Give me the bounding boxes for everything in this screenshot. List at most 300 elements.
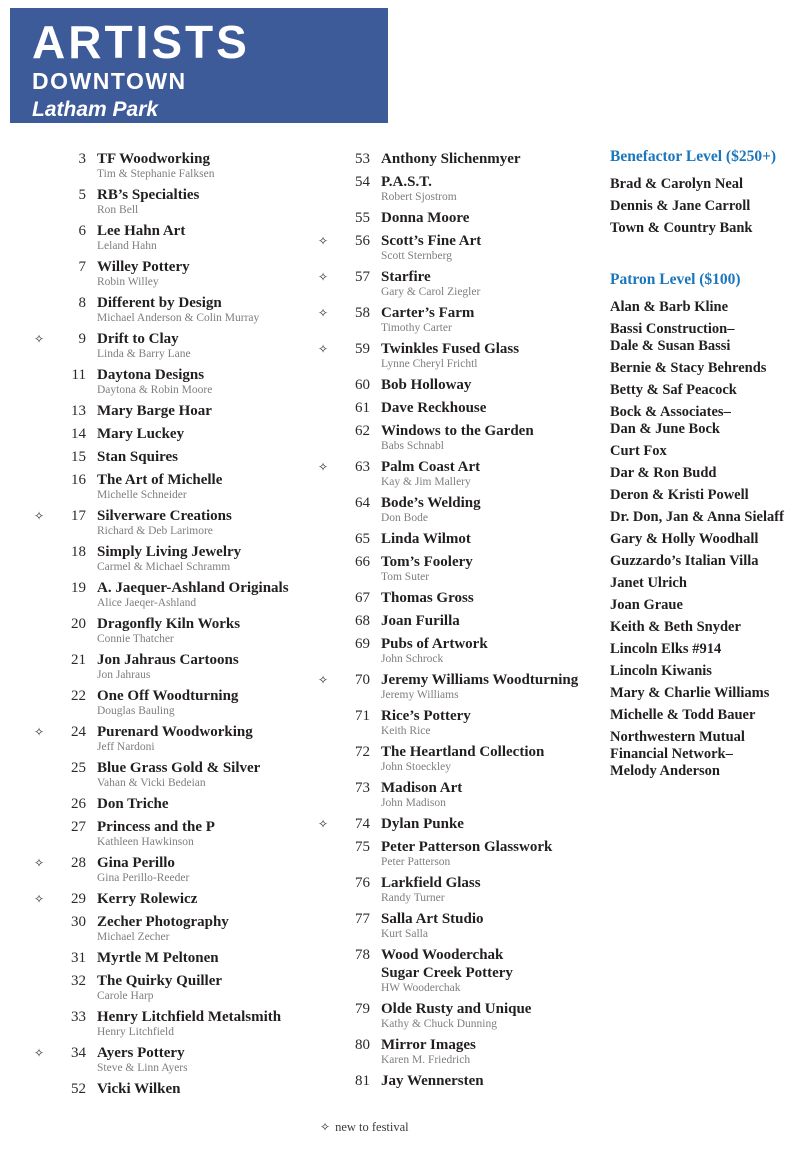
sponsor-name-line: Dr. Don, Jan & Anna Sielaff [610,509,784,525]
artist-entry [318,376,606,394]
artist-info [97,186,322,217]
artist-entry [318,874,606,905]
artist-name: Mirror Images [381,1037,476,1053]
artist-person-name: Keith Rice [381,725,431,737]
artist-info [97,723,322,754]
sponsor-name-line: Deron & Kristi Powell [610,487,749,503]
sponsor-name-line: Bernie & Stacy Behrends [610,360,767,376]
booth-number: 63 [355,459,370,475]
artist-name: Rice’s Pottery [381,708,471,724]
artist-person-name: Karen M. Friedrich [381,1054,471,1066]
artist-name: Myrtle M Peltonen [97,950,219,966]
artist-name: Kerry Rolewicz [97,891,198,907]
artist-entry [318,304,606,335]
artist-person-name: Tom Suter [381,571,430,583]
artist-name: Dylan Punke [381,816,464,832]
artist-name: TF Woodworking [97,151,210,167]
booth-number: 53 [355,151,370,167]
artist-name: Windows to the Garden [381,423,534,439]
booth-number: 67 [355,590,370,606]
new-to-festival-star-icon: ✧ [34,509,45,523]
sponsor-name-line: Melody Anderson [610,763,720,779]
artist-person-name: John Schrock [381,653,444,665]
new-to-festival-star-icon: ✧ [318,460,329,474]
booth-number: 56 [355,233,370,249]
artist-name: Scott’s Fine Art [381,233,482,249]
artist-list-left [34,150,322,1103]
artist-entry [34,425,322,443]
artist-entry [34,222,322,253]
artist-person-name: Kurt Salla [381,928,428,940]
booth-number: 33 [71,1009,86,1025]
artist-person-name: Gina Perillo-Reeder [97,872,190,884]
artist-info [97,1080,322,1098]
artist-name: Jon Jahraus Cartoons [97,652,239,668]
booth-number: 24 [71,724,86,740]
artist-name: Dragonfly Kiln Works [97,616,241,632]
artist-entry [318,209,606,227]
artist-info [381,874,606,905]
artist-person-name: Kathy & Chuck Dunning [381,1018,497,1030]
artist-entry [318,815,606,833]
booth-number: 3 [78,151,86,167]
artist-person-name: Randy Turner [381,892,445,904]
artist-name: Ayers Pottery [97,1045,185,1061]
artist-info [97,651,322,682]
sponsor-entry [610,487,806,504]
sponsor-name-line: Financial Network– [610,746,733,762]
booth-number: 54 [355,174,370,190]
booth-number: 73 [355,780,370,796]
artist-entry [34,818,322,849]
artist-info [381,458,606,489]
artist-entry [34,651,322,682]
artist-info [97,1008,322,1039]
artist-name: Twinkles Fused Glass [381,341,520,357]
booth-number: 29 [71,891,86,907]
artist-name: Zecher Photography [97,914,229,930]
artist-entry [318,1000,606,1031]
artist-info [381,494,606,525]
artist-info [97,258,322,289]
artist-info [97,448,322,466]
sponsor-entry [610,531,806,548]
artist-name: Vicki Wilken [97,1081,181,1097]
new-to-festival-star-icon: ✧ [318,817,329,831]
artist-entry [318,1036,606,1067]
artist-person-name: Timothy Carter [381,322,452,334]
artist-person-name: Don Bode [381,512,428,524]
artist-entry [34,366,322,397]
sponsor-entry [610,641,806,658]
booth-number: 65 [355,531,370,547]
booth-number: 27 [71,819,86,835]
artist-entry [34,723,322,754]
artist-name: Carter’s Farm [381,305,475,321]
artist-entry [318,779,606,810]
artist-name: Henry Litchfield Metalsmith [97,1009,282,1025]
artist-info [381,422,606,453]
booth-number: 80 [355,1037,370,1053]
booth-number: 7 [78,259,86,275]
sponsor-name-line: Lincoln Kiwanis [610,663,712,679]
artist-name: Bode’s Welding [381,495,481,511]
artist-entry [318,1072,606,1090]
artist-person-name: Kathleen Hawkinson [97,836,194,848]
sponsor-entry [610,321,806,355]
artist-person-name: Alice Jaeqer-Ashland [97,597,197,609]
new-to-festival-star-icon: ✧ [318,234,329,248]
artist-entry [318,399,606,417]
artist-info [381,340,606,371]
sponsor-name-line: Keith & Beth Snyder [610,619,741,635]
booth-number: 72 [355,744,370,760]
sponsor-entry [610,685,806,702]
booth-number: 75 [355,839,370,855]
artist-info [97,402,322,420]
artist-person-name: Robert Sjostrom [381,191,457,203]
artist-info [381,707,606,738]
artist-entry [34,759,322,790]
artist-entry [34,854,322,885]
booth-number: 14 [71,426,86,442]
artist-person-name: Henry Litchfield [97,1026,174,1038]
booth-number: 32 [71,973,86,989]
artist-person-name: Peter Patterson [381,856,451,868]
sponsor-name-line: Bock & Associates– [610,404,731,420]
artist-person-name: Michael Anderson & Colin Murray [97,312,260,324]
artist-person-name: Jeremy Williams [381,689,459,701]
benefactor-list [610,176,806,237]
artist-info [97,150,322,181]
booth-number: 31 [71,950,86,966]
artist-entry [318,612,606,630]
artist-person-name: Steve & Linn Ayers [97,1062,188,1074]
artist-person-name: John Madison [381,797,446,809]
booth-number: 15 [71,449,86,465]
booth-number: 8 [78,295,86,311]
banner-title: ARTISTS [32,16,250,68]
artist-info [381,232,606,263]
sponsor-entry [610,575,806,592]
artist-name: The Quirky Quiller [97,973,223,989]
booth-number: 21 [71,652,86,668]
artist-info [97,818,322,849]
artist-person-name: Lynne Cheryl Frichtl [381,358,478,370]
artist-name: Sugar Creek Pottery [381,965,513,981]
sponsor-name-line: Town & Country Bank [610,220,753,236]
artist-name: Don Triche [97,796,169,812]
artist-name: Jay Wennersten [381,1073,484,1089]
booth-number: 28 [71,855,86,871]
booth-number: 70 [355,672,370,688]
artist-entry [34,1080,322,1098]
booth-number: 69 [355,636,370,652]
artist-person-name: Jon Jahraus [97,669,151,681]
artist-info [97,330,322,361]
artist-info [381,815,606,833]
artist-name: A. Jaequer-Ashland Originals [97,580,289,596]
artist-person-name: Daytona & Robin Moore [97,384,213,396]
sponsor-name-line: Lincoln Elks #914 [610,641,722,657]
artist-entry [34,972,322,1003]
artist-name: Gina Perillo [97,855,175,871]
artist-name: Larkfield Glass [381,875,481,891]
booth-number: 18 [71,544,86,560]
artist-info [97,579,322,610]
artist-name: Silverware Creations [97,508,232,524]
sponsor-entry [610,509,806,526]
patron-heading: Patron Level ($100) [610,271,741,288]
sponsor-entry [610,198,806,215]
artist-name: Purenard Woodworking [97,724,253,740]
sponsor-name-line: Northwestern Mutual [610,729,745,745]
artist-name: Thomas Gross [381,590,474,606]
artist-info [381,743,606,774]
booth-number: 52 [71,1081,86,1097]
booth-number: 58 [355,305,370,321]
artist-person-name: Ron Bell [97,204,139,216]
artist-info [381,173,606,204]
booth-number: 9 [78,331,86,347]
artist-person-name: Douglas Bauling [97,705,175,717]
artist-name: Drift to Clay [97,331,179,347]
sponsor-name-line: Janet Ulrich [610,575,687,591]
new-to-festival-star-icon: ✧ [318,673,329,687]
booth-number: 74 [355,816,370,832]
artist-name: Jeremy Williams Woodturning [381,672,579,688]
new-to-festival-star-icon: ✧ [318,270,329,284]
artist-info [381,399,606,417]
artist-info [381,779,606,810]
new-to-festival-star-icon: ✧ [34,856,45,870]
artist-name: P.A.S.T. [381,174,432,190]
booth-number: 25 [71,760,86,776]
artist-name: Lee Hahn Art [97,223,186,239]
artist-person-name: Kay & Jim Mallery [381,476,471,488]
artist-info [97,759,322,790]
banner-subtitle: DOWNTOWN [32,68,187,94]
new-to-festival-star-icon: ✧ [34,1046,45,1060]
patron-list [610,299,806,780]
booth-number: 34 [71,1045,86,1061]
artist-info [381,268,606,299]
legend-text: new to festival [335,1120,409,1134]
artist-entry [34,1008,322,1039]
artist-info [97,1044,322,1075]
new-to-festival-star-icon: ✧ [320,1120,331,1134]
artist-info [381,209,606,227]
artist-person-name: John Stoeckley [381,761,451,773]
artist-person-name: Robin Willey [97,276,159,288]
artist-entry [34,949,322,967]
artist-person-name: Tim & Stephanie Falksen [97,168,215,180]
artist-name: Different by Design [97,295,222,311]
artist-info [381,635,606,666]
booth-number: 11 [71,367,86,383]
artist-person-name: Gary & Carol Ziegler [381,286,481,298]
artist-entry [34,913,322,944]
artist-person-name: Michael Zecher [97,931,170,943]
sponsor-name-line: Alan & Barb Kline [610,299,729,315]
artist-name: RB’s Specialties [97,187,200,203]
sponsor-entry [610,465,806,482]
artist-entry [318,946,606,995]
artist-info [381,1072,606,1090]
artist-name: Dave Reckhouse [381,400,487,416]
artist-list-middle [318,150,606,1095]
artist-info [97,543,322,574]
artist-entry [34,402,322,420]
sponsor-entry [610,404,806,438]
artist-person-name: Connie Thatcher [97,633,174,645]
artist-entry [318,743,606,774]
artist-entry [318,635,606,666]
artist-entry [318,494,606,525]
artist-entry [34,579,322,610]
artist-name: Linda Wilmot [381,531,471,547]
artist-info [381,304,606,335]
artist-entry [34,471,322,502]
booth-number: 81 [355,1073,370,1089]
artist-entry [318,838,606,869]
artist-entry [34,507,322,538]
sponsor-name-line: Gary & Holly Woodhall [610,531,759,547]
sponsor-entry [610,220,806,237]
artist-info [97,854,322,885]
artist-info [381,553,606,584]
booth-number: 5 [78,187,86,203]
artist-info [97,795,322,813]
artist-name: Anthony Slichenmyer [381,151,521,167]
artist-name: Princess and the P [97,819,215,835]
artist-info [97,687,322,718]
artist-entry [318,589,606,607]
sponsor-name-line: Brad & Carolyn Neal [610,176,744,192]
artist-entry [318,268,606,299]
artist-name: Blue Grass Gold & Silver [97,760,261,776]
sponsor-name-line: Guzzardo’s Italian Villa [610,553,759,569]
booth-number: 6 [78,223,86,239]
booth-number: 62 [355,423,370,439]
artist-info [381,946,606,995]
artist-entry [34,294,322,325]
artist-name: Joan Furilla [381,613,460,629]
sponsor-entry [610,729,806,780]
booth-number: 61 [355,400,370,416]
artist-info [381,671,606,702]
artist-entry [34,330,322,361]
booth-number: 55 [355,210,370,226]
artist-name: Stan Squires [97,449,179,465]
artist-person-name: HW Wooderchak [381,982,461,994]
artist-info [381,376,606,394]
artist-info [381,1036,606,1067]
artist-name: The Heartland Collection [381,744,545,760]
sponsor-name-line: Dan & June Bock [610,421,720,437]
sponsor-name-line: Michelle & Todd Bauer [610,707,756,723]
artist-info [381,589,606,607]
artist-name: Olde Rusty and Unique [381,1001,532,1017]
sponsor-entry [610,619,806,636]
artist-info [97,425,322,443]
artist-info [97,294,322,325]
artist-name: Simply Living Jewelry [97,544,242,560]
artist-entry [34,150,322,181]
artist-name: Tom’s Foolery [381,554,473,570]
sponsor-name-line: Dar & Ron Budd [610,465,717,481]
new-to-festival-star-icon: ✧ [318,306,329,320]
artist-name: Mary Luckey [97,426,185,442]
booth-number: 30 [71,914,86,930]
artist-person-name: Jeff Nardoni [97,741,155,753]
artist-info [381,612,606,630]
banner [10,8,388,123]
booth-number: 60 [355,377,370,393]
booth-number: 71 [355,708,370,724]
new-to-festival-star-icon: ✧ [318,342,329,356]
sponsor-name-line: Mary & Charlie Williams [610,685,770,701]
artist-entry [318,671,606,702]
booth-number: 20 [71,616,86,632]
artist-info [97,507,322,538]
booth-number: 19 [71,580,86,596]
booth-number: 68 [355,613,370,629]
artist-entry [318,910,606,941]
artist-info [97,222,322,253]
booth-number: 66 [355,554,370,570]
artist-name: Pubs of Artwork [381,636,488,652]
artist-person-name: Richard & Deb Larimore [97,525,213,537]
booth-number: 22 [71,688,86,704]
sponsor-entry [610,443,806,460]
booth-number: 64 [355,495,370,511]
artist-entry [318,340,606,371]
banner-location: Latham Park [32,98,159,121]
artist-entry [34,543,322,574]
artist-person-name: Linda & Barry Lane [97,348,191,360]
sponsor-entry [610,553,806,570]
artist-person-name: Vahan & Vicki Bedeian [97,777,206,789]
artist-name: Mary Barge Hoar [97,403,212,419]
artist-person-name: Babs Schnabl [381,440,444,452]
artist-name: One Off Woodturning [97,688,239,704]
sponsor-entry [610,360,806,377]
new-to-festival-star-icon: ✧ [34,725,45,739]
sponsor-entry [610,707,806,724]
artist-info [381,1000,606,1031]
artist-entry [318,422,606,453]
artist-name: Bob Holloway [381,377,472,393]
artist-entry [318,530,606,548]
artist-entry [318,458,606,489]
artist-entry [34,890,322,908]
sponsor-entry [610,176,806,193]
artist-info [381,530,606,548]
booth-number: 78 [355,947,370,963]
sponsor-name-line: Dale & Susan Bassi [610,338,731,354]
sponsor-name-line: Dennis & Jane Carroll [610,198,751,214]
artist-info [97,366,322,397]
booth-number: 26 [71,796,86,812]
artist-info [381,150,606,168]
artist-info [381,838,606,869]
booth-number: 59 [355,341,370,357]
artist-person-name: Carmel & Michael Schramm [97,561,231,573]
artist-entry [34,615,322,646]
artist-entry [34,1044,322,1075]
artist-info [97,913,322,944]
